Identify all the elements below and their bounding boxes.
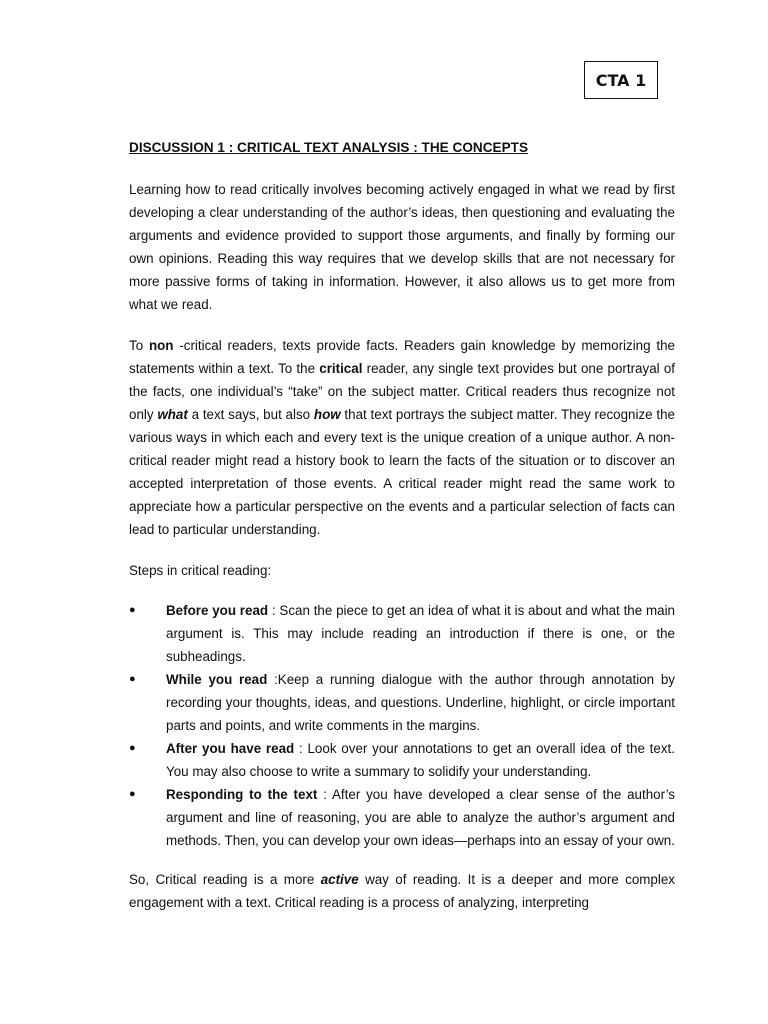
step-text: : Scan the piece to get an idea of what it is about and what the main argument is. This may include reading an introduction if there is one, or the subheadings. [166,603,675,664]
text-run: To [129,338,149,353]
steps-heading: Steps in critical reading: [129,563,272,578]
paragraph-conclusion [129,868,675,914]
step-label: Responding to the text [166,787,318,802]
text-run: reader, any single text provides but one portrayal of the facts, one individual’s “take” on the subject matter. Critical readers thus recognize not only [129,361,675,422]
bullet-icon: ● [129,742,136,754]
list-item [129,783,675,852]
document-body [129,136,675,914]
paragraph-intro: Learning how to read critically involves becoming actively engaged in what we read by first developing a clear understanding of the author’s ideas, then questioning and evaluating the arguments and evidence provided to support those arguments, and finally by forming our own opinions. Reading this way requires that we develop skills that are not necessary for more passive forms of taking in information. However, it also allows us to get more from what we read. [129,182,675,312]
step-text: : After you have developed a clear sense of the author’s argument and line of reasoning, you are able to analyze the author’s argument and methods. Then, you can develop your own ideas—perhaps into an essay of your own. [166,787,675,848]
cta-badge [584,61,658,99]
step-text: : Look over your annotations to get an overall idea of the text. You may also choose to write a summary to solidify your understanding. [166,741,675,779]
bold-word-critical: critical [319,361,363,376]
bold-italic-word-active: active [320,872,359,887]
page-title: DISCUSSION 1 : CRITICAL TEXT ANALYSIS : THE CONCEPTS [129,140,529,155]
bullet-icon: ● [129,673,136,685]
paragraph-critical-readers [129,334,675,541]
step-label: After you have read [166,741,295,756]
text-run: -critical readers, texts provide facts. Readers gain knowledge by memorizing the statements within a text. To the [129,338,675,376]
bold-italic-word-what: what [157,407,188,422]
bullet-icon: ● [129,788,136,800]
text-run: So, Critical reading is a more [129,872,321,887]
step-text: :Keep a running dialogue with the author through annotation by recording your thoughts, ideas, and questions. Underline, highlight, or circle important parts and points, and write comments in the margins. [166,672,675,733]
text-run: that text portrays the subject matter. They recognize the various ways in which each and every text is the unique creation of a unique author. A non-critical reader might read a history book to learn the facts of the situation or to discover an accepted interpretation of those events. A critical reader might read the same work to appreciate how a particular perspective on the events and a particular selection of facts can lead to particular understanding. [129,407,675,537]
cta-badge-label: CTA 1 [595,70,647,90]
text-run: a text says, but also [187,407,314,422]
text-run: way of reading. It is a deeper and more complex engagement with a text. Critical reading is a process of analyzing, interpreting [129,872,675,910]
bullet-icon: ● [129,604,136,616]
list-item [129,737,675,783]
bold-word-non: non [148,338,174,353]
list-item [129,599,675,668]
list-item [129,668,675,737]
step-label: While you read [166,672,268,687]
steps-list [129,599,675,852]
bold-italic-word-how: how [313,407,341,422]
step-label: Before you read [166,603,269,618]
